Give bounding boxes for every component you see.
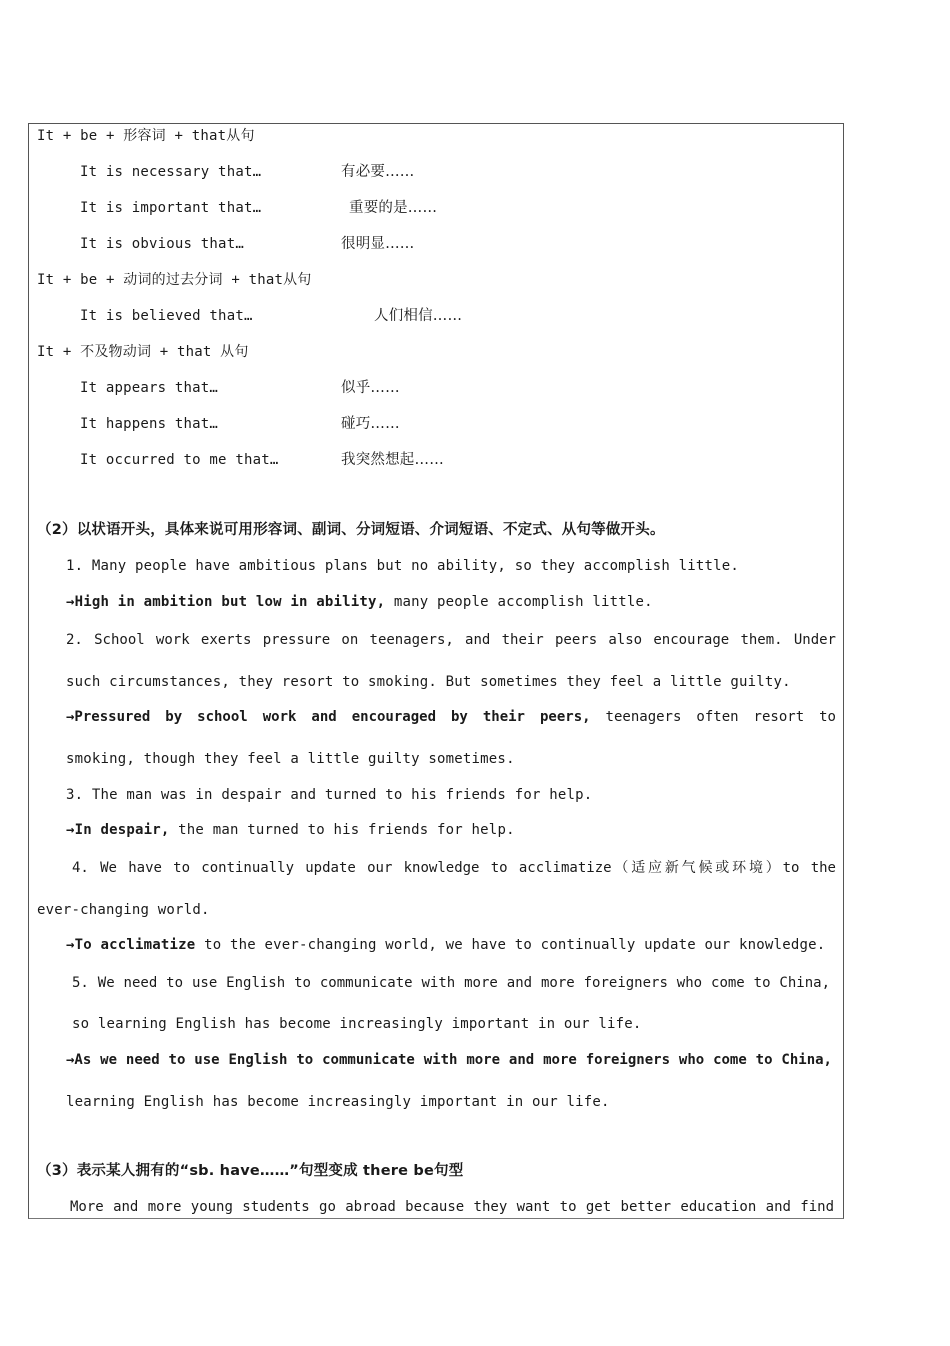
answer-4-rest: to the ever-changing world, we have to continually update our knowledge. [195, 937, 826, 953]
example-cn: 碰巧…… [341, 416, 400, 432]
example-cn: 似乎…… [341, 380, 400, 396]
example-en: It appears that… [80, 380, 219, 396]
example-en: It is important that… [80, 200, 262, 216]
example-cn: 很明显…… [341, 236, 415, 252]
answer-5-line-1: →As we need to use English to communicate with more and more foreigners who come to China, [66, 1052, 832, 1068]
exercise-3: 3. The man was in despair and turned to his friends for help. [66, 787, 593, 803]
heading-adj-pattern: It + be + 形容词 + that从句 [37, 128, 255, 144]
answer-1-bold: →High in ambition but low in ability, [66, 594, 386, 610]
example-en: It is believed that… [80, 308, 253, 324]
example-en: It occurred to me that… [80, 452, 279, 468]
exercise-1: 1. Many people have ambitious plans but no ability, so they accomplish little. [66, 558, 740, 574]
answer-3-rest: the man turned to his friends for help. [169, 822, 515, 838]
exercise-2-line-1: 2. School work exerts pressure on teenagers, and their peers also encourage them. Under [66, 632, 836, 648]
answer-2-bold: →Pressured by school work and encouraged by their peers, [66, 709, 591, 725]
exercise-5-line-2: so learning English has become increasingly important in our life. [72, 1016, 642, 1032]
answer-1-rest: many people accomplish little. [385, 594, 653, 610]
section-2-title: （2）以状语开头，具体来说可用形容词、副词、分词短语、介词短语、不定式、从句等做开头。 [37, 522, 665, 538]
example-en: It is obvious that… [80, 236, 244, 252]
heading-intransitive-pattern: It + 不及物动词 + that 从句 [37, 344, 249, 360]
answer-3 [66, 820, 515, 840]
section-3-title: （3）表示某人拥有的“sb. have……”句型变成 there be句型 [37, 1163, 464, 1179]
answer-5-line-2: learning English has become increasingly important in our life. [66, 1094, 610, 1110]
exercise-4-line-1: 4. We have to continually update our knowledge to acclimatize（适应新气候或环境）to the [72, 860, 836, 876]
section-3-line-1: More and more young students go abroad because they want to get better education and find [70, 1199, 834, 1215]
example-cn: 重要的是…… [349, 200, 438, 216]
answer-2-line-2: smoking, though they feel a little guilty sometimes. [66, 751, 515, 767]
exercise-5-line-1: 5. We need to use English to communicate with more and more foreigners who come to China, [72, 975, 830, 991]
answer-3-bold: →In despair, [66, 822, 170, 838]
heading-participle-pattern: It + be + 动词的过去分词 + that从句 [37, 272, 312, 288]
answer-2-rest: teenagers often resort to [590, 709, 836, 725]
example-cn: 我突然想起…… [341, 452, 444, 468]
answer-1 [66, 592, 653, 612]
exercise-4-line-2: ever-changing world. [37, 902, 210, 918]
example-en: It is necessary that… [80, 164, 262, 180]
example-cn: 有必要…… [341, 164, 415, 180]
answer-4 [66, 935, 825, 955]
example-cn: 人们相信…… [374, 308, 463, 324]
exercise-2-line-2: such circumstances, they resort to smoking. But sometimes they feel a little guilty. [66, 674, 791, 690]
example-en: It happens that… [80, 416, 219, 432]
answer-4-bold: →To acclimatize [66, 937, 196, 953]
answer-2-line-1 [66, 707, 836, 727]
